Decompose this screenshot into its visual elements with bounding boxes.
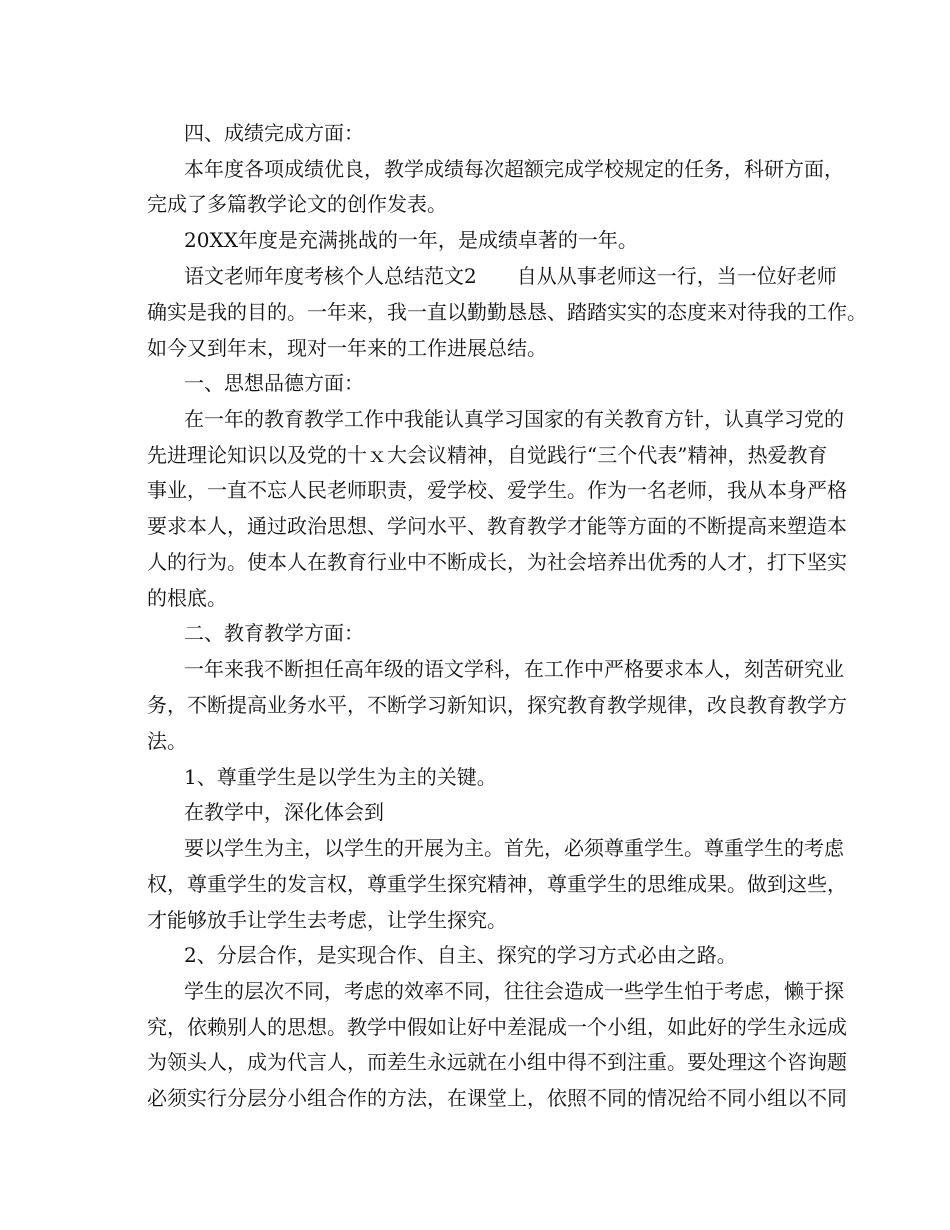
paragraph-line: 如今又到年末，现对一年来的工作进展总结。 (147, 336, 547, 360)
paragraph-line: 完成了多篇教学论文的创作发表。 (147, 192, 447, 216)
paragraph-line: 才能够放手让学生去考虑，让学生探究。 (147, 908, 507, 932)
paragraph-line: 一年来我不断担任高年级的语文学科，在工作中严格要求本人，刻苦研究业 (184, 657, 844, 681)
paragraph-line: 必须实行分层分小组合作的方法，在课堂上，依照不同的情况给不同小组以不同 (147, 1086, 847, 1110)
subheading-respect-students: 1、尊重学生是以学生为主的关键。 (184, 765, 497, 789)
paragraph-line: 要以学生为主，以学生的开展为主。首先，必须尊重学生。尊重学生的考虑 (184, 836, 844, 860)
paragraph-line: 学生的层次不同，考虑的效率不同，往往会造成一些学生怕于考虑，懒于探 (184, 979, 844, 1003)
section-heading-achievements: 四、成绩完成方面： (184, 121, 364, 145)
paragraph-line: 究，依赖别人的思想。教学中假如让好中差混成一个小组，如此好的学生永远成 (147, 1015, 847, 1039)
paragraph-line: 人的行为。使本人在教育行业中不断成长，为社会培养出优秀的人才，打下坚实 (147, 550, 847, 574)
paragraph-line: 20XX年度是充满挑战的一年，是成绩卓著的一年。 (184, 228, 638, 252)
paragraph-line: 的根底。 (147, 586, 227, 610)
paragraph-line: 语文老师年度考核个人总结范文2 自从从事老师这一行，当一位好老师 (184, 264, 837, 288)
section-heading-teaching: 二、教育教学方面： (184, 621, 364, 645)
paragraph-line: 本年度各项成绩优良，教学成绩每次超额完成学校规定的任务，科研方面， (184, 157, 844, 181)
subheading-group-cooperation: 2、分层合作，是实现合作、自主、探究的学习方式必由之路。 (184, 943, 737, 967)
paragraph-line: 先进理论知识以及党的十ｘ大会议精神，自觉践行“三个代表”精神，热爱教育 (147, 443, 828, 467)
section-heading-ethics: 一、思想品德方面： (184, 371, 364, 395)
paragraph-line: 事业，一直不忘人民老师职责，爱学校、爱学生。作为一名老师，我从本身严格 (147, 478, 847, 502)
paragraph-line: 在一年的教育教学工作中我能认真学习国家的有关教育方针，认真学习党的 (184, 407, 844, 431)
paragraph-line: 法。 (147, 729, 187, 753)
paragraph-line: 权，尊重学生的发言权，尊重学生探究精神，尊重学生的思维成果。做到这些， (147, 872, 847, 896)
paragraph-line: 在教学中，深化体会到 (184, 800, 384, 824)
paragraph-line: 务，不断提高业务水平，不断学习新知识，探究教育教学规律，改良教育教学方 (147, 693, 847, 717)
paragraph-line: 确实是我的目的。一年来，我一直以勤勤恳恳、踏踏实实的态度来对待我的工作。 (147, 300, 867, 324)
paragraph-line: 要求本人，通过政治思想、学问水平、教育教学才能等方面的不断提高来塑造本 (147, 514, 847, 538)
paragraph-line: 为领头人，成为代言人，而差生永远就在小组中得不到注重。要处理这个咨询题 (147, 1050, 847, 1074)
